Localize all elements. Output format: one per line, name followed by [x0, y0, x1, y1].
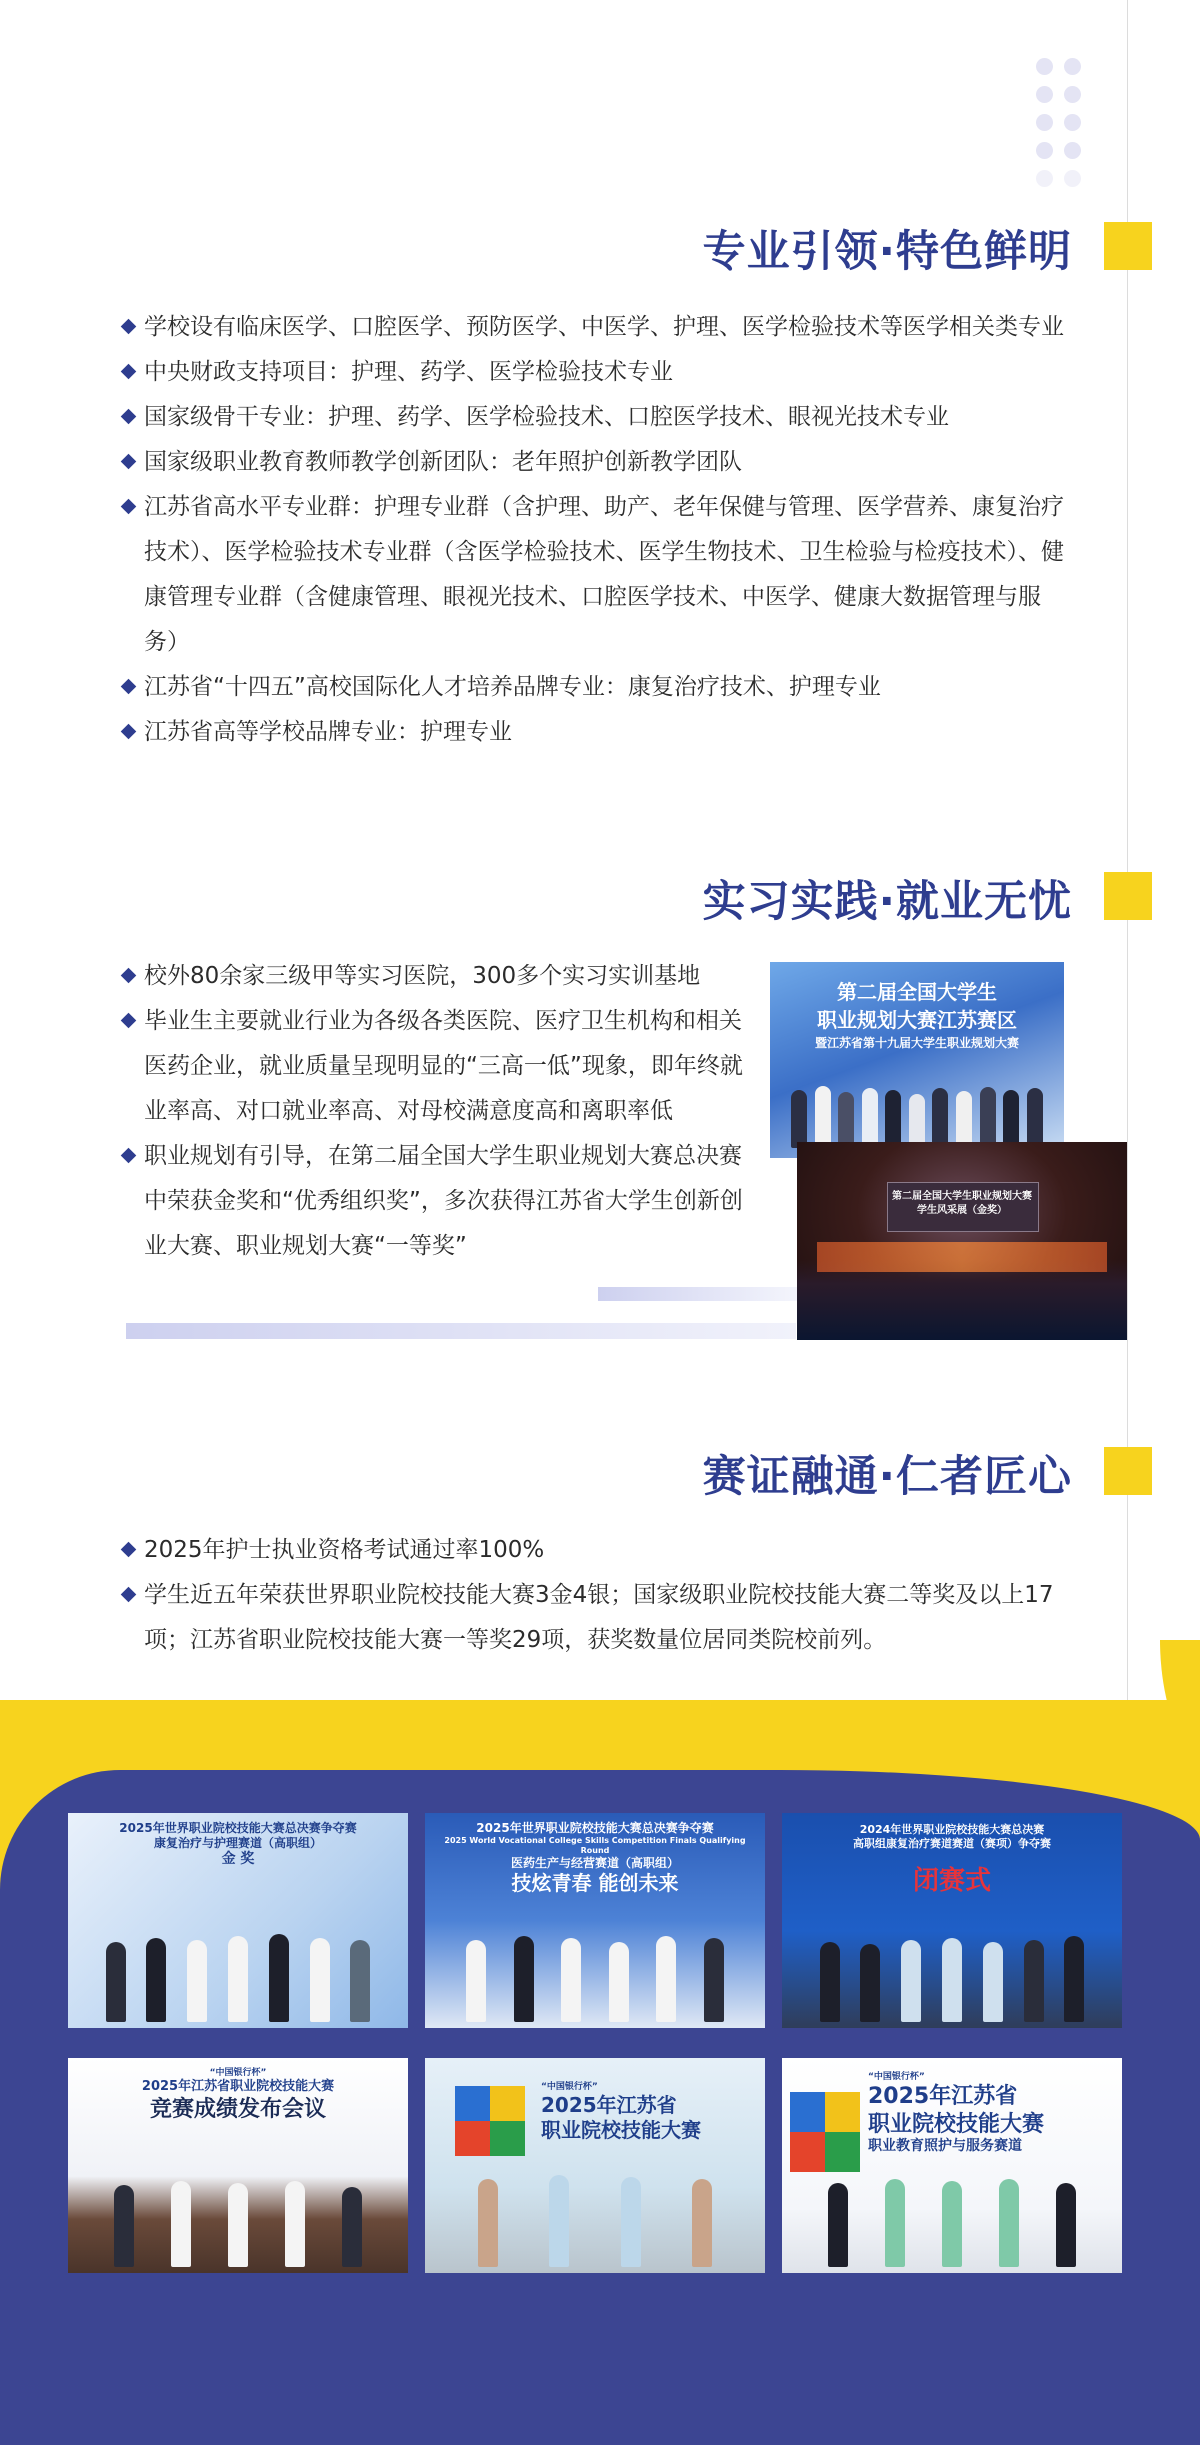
- photo-banner-line: 职业院校技能大赛: [868, 2111, 1045, 2137]
- photo-banner-line: 康复治疗与护理赛道（高职组）: [153, 1836, 322, 1850]
- photo-banner-line: 职业规划大赛江苏赛区: [817, 1008, 1017, 1032]
- section1-list: [120, 305, 1070, 755]
- section2-yellow-marker: [1104, 872, 1152, 920]
- group-of-people: [95, 1934, 381, 2022]
- photo-banner-line: 2025 World Vocational College Skills Competition Finals Qualifying Round: [444, 1836, 746, 1855]
- photo-banner-line: 2025年世界职业院校技能大赛总决赛争夺赛: [119, 1821, 357, 1835]
- group-of-people: [452, 1936, 738, 2022]
- photo-banner-line: 闭赛式: [912, 1865, 991, 1896]
- list-item: 学校设有临床医学、口腔医学、预防医学、中医学、护理、医学检验技术等医学相关类专业: [120, 305, 1070, 350]
- group-of-people: [809, 2179, 1095, 2267]
- photo-banner-line: 高职组康复治疗赛道赛道（赛项）争夺赛: [853, 1836, 1051, 1850]
- photo-banner-line: 第二届全国大学生职业规划大赛: [892, 1191, 1032, 1202]
- section1-yellow-marker: [1104, 222, 1152, 270]
- photo-banner-line: 学生风采展（金奖）: [917, 1205, 1007, 1216]
- list-item: 国家级职业教育教师教学创新团队：老年照护创新教学团队: [120, 440, 1070, 485]
- internship-competition-photo: [770, 962, 1064, 1158]
- photo-banner-line: 竞赛成绩发布会议: [149, 2096, 326, 2122]
- section3-yellow-marker: [1104, 1447, 1152, 1495]
- group-of-people: [95, 2181, 381, 2267]
- gallery-photo: [68, 2058, 408, 2273]
- group-of-people: [809, 1936, 1095, 2022]
- list-item: 校外80余家三级甲等实习医院，300多个实习实训基地: [120, 954, 760, 999]
- list-item: 毕业生主要就业行业为各级各类医院、医疗卫生机构和相关医药企业，就业质量呈现明显的“三高一低”现象，即年终就业率高、对口就业率高、对母校满意度高和离职率低: [120, 999, 760, 1134]
- photo-banner-line: 医药生产与经营赛道（高职组）: [510, 1856, 679, 1870]
- gallery-photo: [782, 2058, 1122, 2273]
- gallery-photo: [425, 1813, 765, 2028]
- photo-banner-line: 第二届全国大学生: [837, 980, 997, 1004]
- decorative-gradient-bar: [598, 1287, 798, 1301]
- competition-photo-gallery: [68, 1813, 1120, 2273]
- gallery-photo: [68, 1813, 408, 2028]
- list-item: 中央财政支持项目：护理、药学、医学检验技术专业: [120, 350, 1070, 395]
- photo-banner-line: 技炫青春 能创未来: [511, 1871, 679, 1895]
- photo-banner-line: 2025年江苏省: [868, 2084, 1018, 2110]
- list-item: 江苏省高水平专业群：护理专业群（含护理、助产、老年保健与管理、医学营养、康复治疗技术）、医学检验技术专业群（含医学检验技术、医学生物技术、卫生检验与检疫技术）、健康管理专业群（含健康管理、眼视光技术、口腔医学技术、中医学、健康大数据管理与服务）: [120, 485, 1070, 665]
- photo-banner-line: 职业院校技能大赛: [541, 2118, 701, 2143]
- award-ceremony-photo: [797, 1142, 1127, 1340]
- photo-banner-line: 暨江苏省第十九届大学生职业规划大赛: [814, 1036, 1019, 1050]
- section1-title: 专业引领·特色鲜明: [702, 227, 1072, 277]
- list-item: 学生近五年荣获世界职业院校技能大赛3金4银；国家级职业院校技能大赛二等奖及以上17项；江苏省职业院校技能大赛一等奖29项，获奖数量位居同类院校前列。: [120, 1573, 1080, 1663]
- list-item: 2025年护士执业资格考试通过率100%: [120, 1528, 1080, 1573]
- photo-banner-line: “中国银行杯”: [209, 2068, 267, 2078]
- photo-banner-line: “中国银行杯”: [868, 2072, 925, 2082]
- group-of-people: [788, 1086, 1047, 1148]
- photo-banner-line: 2024年世界职业院校技能大赛总决赛: [859, 1823, 1045, 1836]
- photo-banner-line: “中国银行杯”: [541, 2082, 598, 2092]
- decorative-dot-grid: [1036, 58, 1084, 208]
- section2-list: [120, 954, 760, 1269]
- photo-banner-line: 金 奖: [221, 1851, 255, 1867]
- gallery-photo: [782, 1813, 1122, 2028]
- decorative-gradient-bar: [126, 1323, 796, 1339]
- gallery-photo: [425, 2058, 765, 2273]
- photo-banner-line: 2025年江苏省: [541, 2093, 677, 2118]
- photo-banner-line: 2025年江苏省职业院校技能大赛: [141, 2079, 335, 2095]
- photo-banner-line: 职业教育照护与服务赛道: [868, 2138, 1022, 2155]
- list-item: 职业规划有引导，在第二届全国大学生职业规划大赛总决赛中荣获金奖和“优秀组织奖”，多次获得江苏省大学生创新创业大赛、职业规划大赛“一等奖”: [120, 1134, 760, 1269]
- list-item: 江苏省高等学校品牌专业：护理专业: [120, 710, 1070, 755]
- section2-title: 实习实践·就业无忧: [702, 877, 1072, 927]
- group-of-people: [452, 2175, 738, 2267]
- section3-title: 赛证融通·仁者匠心: [702, 1452, 1072, 1502]
- list-item: 江苏省“十四五”高校国际化人才培养品牌专业：康复治疗技术、护理专业: [120, 665, 1070, 710]
- section3-list: [120, 1528, 1080, 1663]
- photo-banner-line: 2025年世界职业院校技能大赛总决赛争夺赛: [476, 1821, 714, 1835]
- list-item: 国家级骨干专业：护理、药学、医学检验技术、口腔医学技术、眼视光技术专业: [120, 395, 1070, 440]
